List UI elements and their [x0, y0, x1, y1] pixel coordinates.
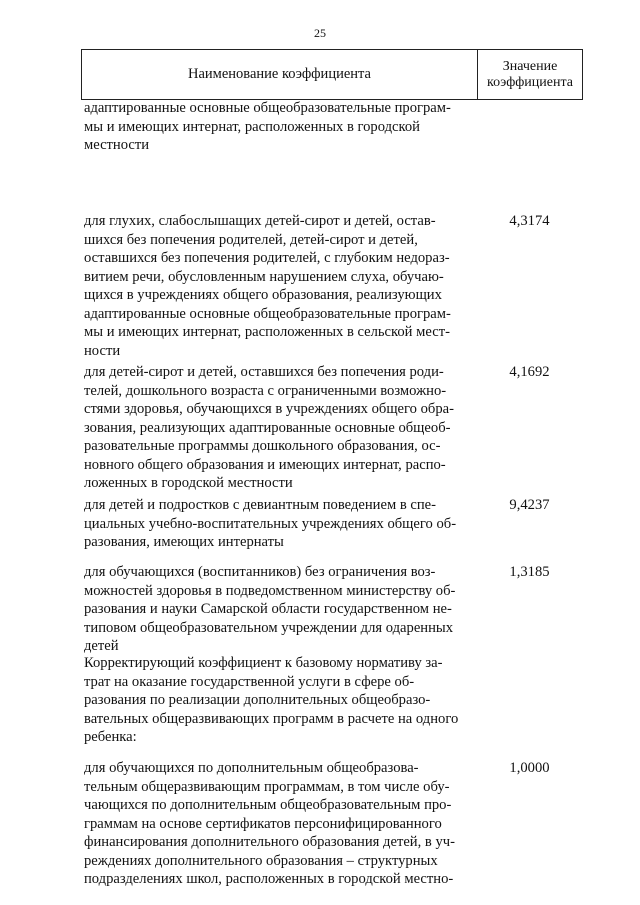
header-value-line2: коэффициента — [487, 74, 573, 90]
row-text: для детей и подростков с девиантным поведением в спе- циальных учебно-воспитательных учреждениях общего об- разования, имеющих интернаты — [84, 497, 457, 550]
row-text: для обучающихся по дополнительным общеобразова- тельным общеразвивающим программам, в том числе обу- чающихся по дополнительным общеобразовательным про- граммам на основе сертификатов персонифицированного финансирования дополнительного образования детей, в уч- реждениях дополнительного образования – структурных подразделениях школ, расположенных в городской местно- — [84, 760, 455, 887]
row-text: для глухих, слабослышащих детей-сирот и детей, остав- шихся без попечения родителей, детей-сирот и детей, оставшихся без попечения родителей, с глубоким недораз- витием речи, обусловленным нарушением слуха, обучаю- щихся в учреждениях общего образования, реализующих адаптированные основные общеобразовательные програм- мы и имеющих интернат, расположенных в сельской мест- ности — [84, 213, 451, 359]
row-text: для детей-сирот и детей, оставшихся без попечения роди- телей, дошкольного возраста с ограниченными возможно- стями здоровья, обучающихся в учреждениях общего обра- зования, реализующих адаптированные основные общеоб- разовательные программы дошкольного образования, ос- новного общего образования и имеющих интернат, распо- ложенных в городской местности — [84, 364, 454, 491]
row-text: для обучающихся (воспитанников) без ограничения воз- можностей здоровья в подведомственном министерству об- разования и науки Самарской области государственном не- типовом общеобразовательном учреждении для одаренных детей — [84, 564, 456, 654]
row-text: Корректирующий коэффициент к базовому нормативу за- трат на оказание государственной услуги в сфере об- разования по реализации дополнительных общеобразо- вательных общеразвивающих программ в расчете на одного ребенка: — [84, 655, 459, 745]
row-value: 1,3185 — [509, 564, 550, 580]
row-text: адаптированные основные общеобразовательные програм- мы и имеющих интернат, расположенных в городской местности — [84, 100, 451, 153]
header-value-line1: Значение — [502, 58, 558, 74]
coefficients-table — [81, 49, 583, 887]
header-name-column: Наименование коэффициента — [82, 50, 478, 99]
header-value-column — [478, 50, 582, 99]
row-value: 1,0000 — [509, 760, 550, 776]
row-value: 4,1692 — [509, 364, 550, 380]
table-header — [81, 49, 583, 100]
row-value: 4,3174 — [509, 213, 550, 229]
row-value: 9,4237 — [509, 497, 550, 513]
page-number: 25 — [314, 26, 326, 40]
